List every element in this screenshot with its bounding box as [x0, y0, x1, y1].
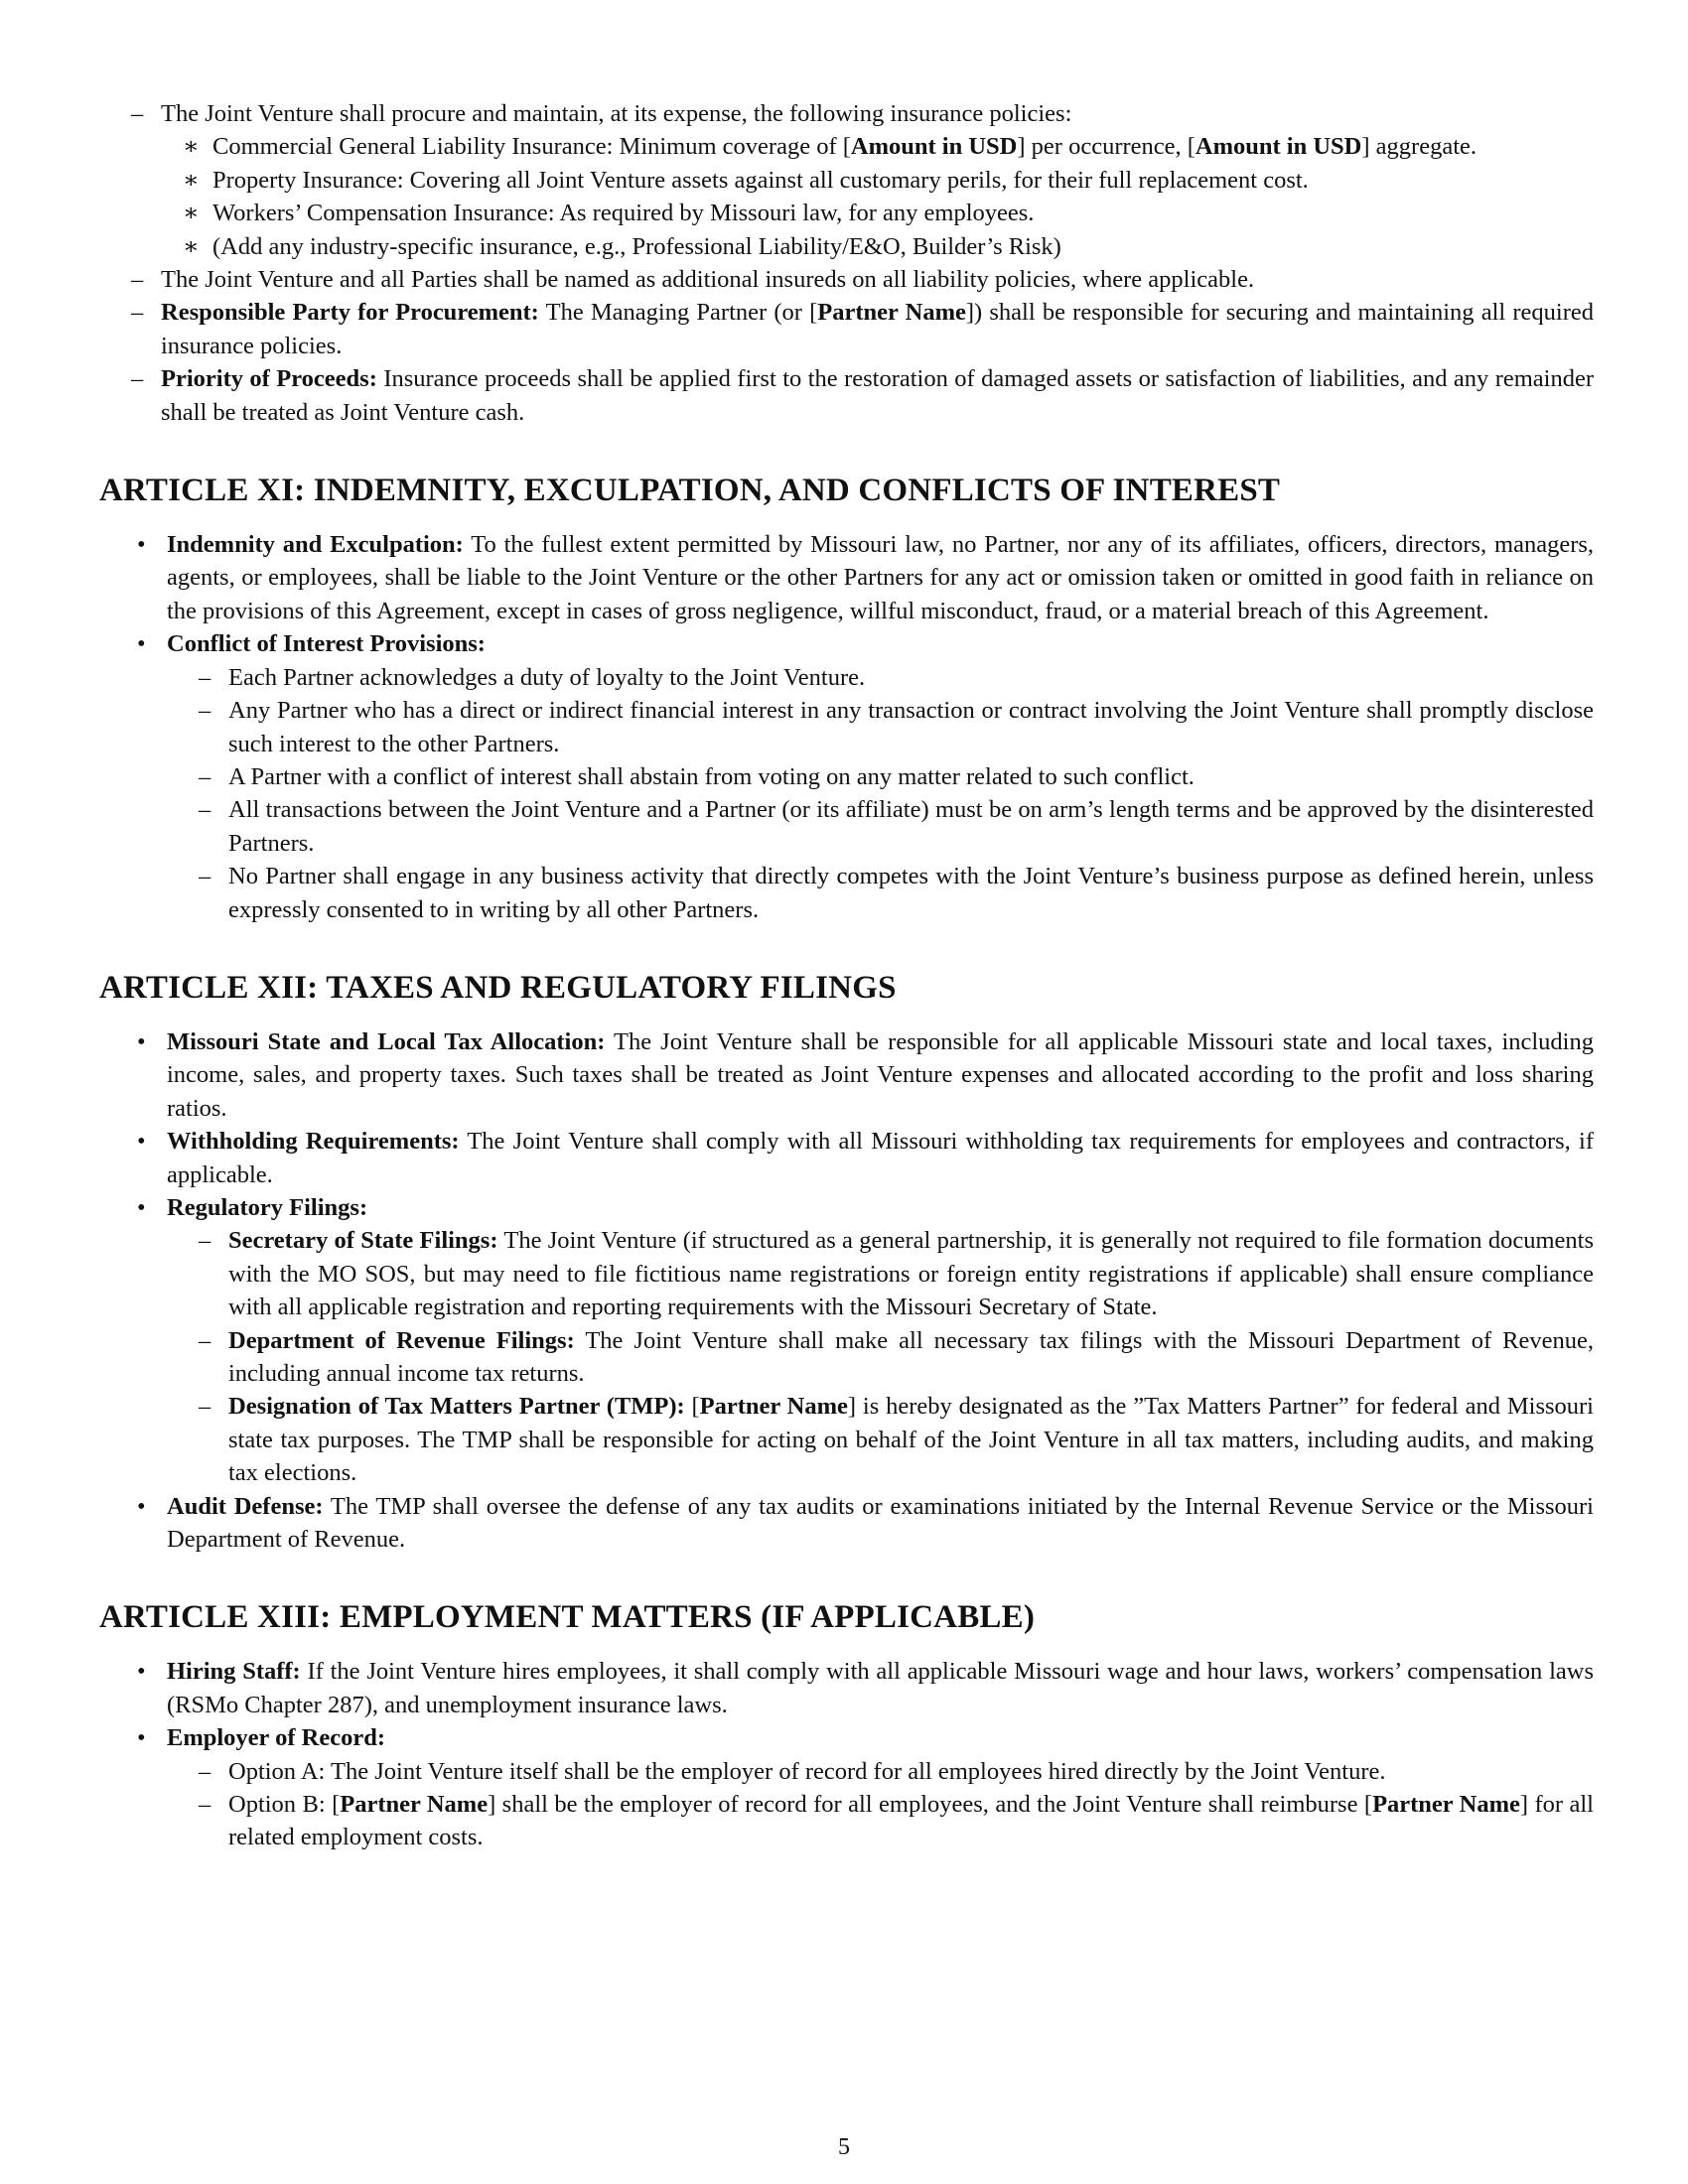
employer-item: [99, 1721, 1594, 1854]
insurance-intro-item: [32, 97, 1594, 263]
option-a-item: – Option A: The Joint Venture itself shall be the employer of record for all employees hired directly by the Joint Venture.: [167, 1755, 1594, 1788]
tax-allocation-item: [99, 1025, 1594, 1125]
procurement-text: ]) shall be responsible for securing and maintaining all required insurance policies.: [161, 299, 1595, 359]
withholding-label: Withholding Requirements:: [167, 1128, 460, 1156]
procurement-label: Responsible Party for Procurement:: [161, 299, 539, 327]
policy-industry-specific: [161, 230, 1594, 263]
conflict-sublist: [99, 661, 1594, 926]
policy-text: (Add any industry-specific insurance, e.g., Professional Liability/E&O, Builder’s Risk): [212, 232, 1061, 260]
tax-allocation-text: The Joint Venture shall be responsible for all applicable Missouri state and local taxes, including income, sales, and property taxes. Such taxes shall be treated as Joint Venture expenses and allocated according to the profit and loss sharing ratios.: [167, 1027, 1594, 1122]
article-11-heading: ARTICLE XI: INDEMNITY, EXCULPATION, AND CONFLICTS OF INTEREST: [99, 473, 1281, 509]
insurance-list: [32, 97, 1594, 429]
procurement-item: [32, 296, 1594, 362]
regulatory-sublist: [99, 1224, 1594, 1489]
dor-filings-item: [167, 1324, 1594, 1391]
article-11-list: [99, 528, 1594, 926]
policy-general-liability: [161, 130, 1594, 163]
procurement-text: The Managing Partner (or [: [538, 299, 818, 327]
indemnity-text: To the fullest extent permitted by Missouri law, no Partner, nor any of its affiliates, officers, directors, managers, agents, or employees, shall be liable to the Joint Venture or the other Partners for any act or omission taken or omitted in good faith in reliance on the provisions of this Agreement, except in cases of gross negligence, willful misconduct, fraud, or a material breach of this Agreement.: [167, 531, 1595, 624]
policy-text: Property Insurance: Covering all Joint Venture assets against all customary perils, for their full replacement cost.: [212, 166, 1309, 194]
conflict-subitem: – All transactions between the Joint Venture and a Partner (or its affiliate) must be on arm’s length terms and be approved by the disinterested Partners.: [167, 793, 1594, 860]
conflict-subitem: – A Partner with a conflict of interest shall abstain from voting on any matter related to such conflict.: [167, 760, 1594, 793]
document-page: [99, 97, 1594, 1854]
policy-text: Commercial General Liability Insurance: Minimum coverage of [: [212, 133, 851, 161]
hiring-item: [99, 1655, 1594, 1721]
article-13-list: [99, 1655, 1594, 1853]
audit-label: Audit Defense:: [167, 1492, 324, 1520]
additional-insureds-text: The Joint Venture and all Parties shall be named as additional insureds on all liability policies, where applicable.: [161, 266, 1255, 294]
conflict-subitem: – No Partner shall engage in any business activity that directly competes with the Joint Venture’s business purpose as defined herein, unless expressly consented to in writing by all other Partners.: [167, 860, 1594, 926]
placeholder-amount: Amount in USD: [850, 133, 1018, 161]
employer-sublist: [99, 1755, 1594, 1854]
proceeds-text: Insurance proceeds shall be applied first to the restoration of damaged assets or satisfaction of liabilities, and any remainder shall be treated as Joint Venture cash.: [161, 365, 1595, 426]
option-b-item: [167, 1788, 1594, 1854]
tmp-item: [167, 1390, 1594, 1489]
option-b-text: ] shall be the employer of record for all employees, and the Joint Venture shall reimburse [: [488, 1791, 1373, 1819]
article-12-list: [99, 1025, 1594, 1557]
proceeds-item: [32, 362, 1594, 429]
hiring-text: If the Joint Venture hires employees, it shall comply with all applicable Missouri wage and hour laws, workers’ compensation laws (RSMo Chapter 287), and unemployment insurance laws.: [167, 1658, 1594, 1718]
indemnity-label: Indemnity and Exculpation:: [167, 531, 464, 559]
indemnity-item: [99, 528, 1594, 627]
tmp-label: Designation of Tax Matters Partner (TMP):: [228, 1393, 685, 1421]
placeholder-partner-name: Partner Name: [1372, 1791, 1520, 1819]
hiring-label: Hiring Staff:: [167, 1658, 301, 1686]
policy-text: Workers’ Compensation Insurance: As required by Missouri law, for any employees.: [212, 200, 1035, 227]
insurance-intro: The Joint Venture shall procure and maintain, at its expense, the following insurance policies:: [161, 100, 1072, 127]
employer-label: Employer of Record:: [167, 1724, 385, 1752]
policy-text: ] per occurrence, [: [1017, 133, 1196, 161]
audit-defense-item: [99, 1490, 1594, 1557]
regulatory-item: [99, 1191, 1594, 1490]
additional-insureds-item: [32, 263, 1594, 296]
proceeds-label: Priority of Proceeds:: [161, 365, 377, 393]
placeholder-partner-name: Partner Name: [817, 299, 966, 327]
sos-text: The Joint Venture (if structured as a general partnership, it is generally not required to file formation documents with the MO SOS, but may need to file fictitious name registrations or foreign entity registrations if applicable) shall ensure compliance with all applicable registration and reporting requirements with the Missouri Secretary of State.: [228, 1227, 1594, 1321]
conflict-subitem: – Any Partner who has a direct or indirect financial interest in any transaction or contract involving the Joint Venture shall promptly disclose such interest to the other Partners.: [167, 694, 1594, 760]
dor-text: The Joint Venture shall make all necessary tax filings with the Missouri Department of Revenue, including annual income tax returns.: [228, 1326, 1594, 1387]
insurance-policies-list: [161, 130, 1594, 263]
tax-allocation-label: Missouri State and Local Tax Allocation:: [167, 1027, 606, 1055]
article-12-heading: ARTICLE XII: TAXES AND REGULATORY FILINGS: [99, 969, 897, 1006]
conflict-item: [99, 627, 1594, 926]
sos-filings-item: [167, 1224, 1594, 1323]
audit-text: The TMP shall oversee the defense of any tax audits or examinations initiated by the Internal Revenue Service or the Missouri Department of Revenue.: [167, 1492, 1594, 1554]
dor-label: Department of Revenue Filings:: [228, 1326, 575, 1354]
sos-label: Secretary of State Filings:: [228, 1227, 498, 1255]
policy-text: ] aggregate.: [1361, 133, 1477, 161]
tmp-text: ] is hereby designated as the ”Tax Matters Partner” for federal and Missouri state tax purposes. The TMP shall be responsible for acting on behalf of the Joint Venture in all tax matters, including audits, and making tax elections.: [228, 1393, 1594, 1487]
tmp-text: [: [684, 1393, 700, 1421]
option-b-text: ] for all related employment costs.: [228, 1791, 1594, 1851]
placeholder-amount: Amount in USD: [1195, 133, 1362, 161]
page-number: 5: [838, 2134, 850, 2160]
policy-property: [161, 164, 1594, 197]
option-b-text: Option B: [: [228, 1791, 341, 1819]
conflict-subitem: – Each Partner acknowledges a duty of loyalty to the Joint Venture.: [167, 661, 1594, 694]
regulatory-label: Regulatory Filings:: [167, 1193, 368, 1221]
withholding-item: [99, 1125, 1594, 1191]
placeholder-partner-name: Partner Name: [340, 1791, 489, 1819]
policy-workers-comp: [161, 197, 1594, 229]
conflict-label: Conflict of Interest Provisions:: [167, 630, 486, 658]
placeholder-partner-name: Partner Name: [699, 1393, 848, 1421]
withholding-text: The Joint Venture shall comply with all Missouri withholding tax requirements for employees and contractors, if applicable.: [167, 1128, 1594, 1188]
article-13-heading: ARTICLE XIII: EMPLOYMENT MATTERS (IF APPLICABLE): [99, 1599, 1036, 1636]
